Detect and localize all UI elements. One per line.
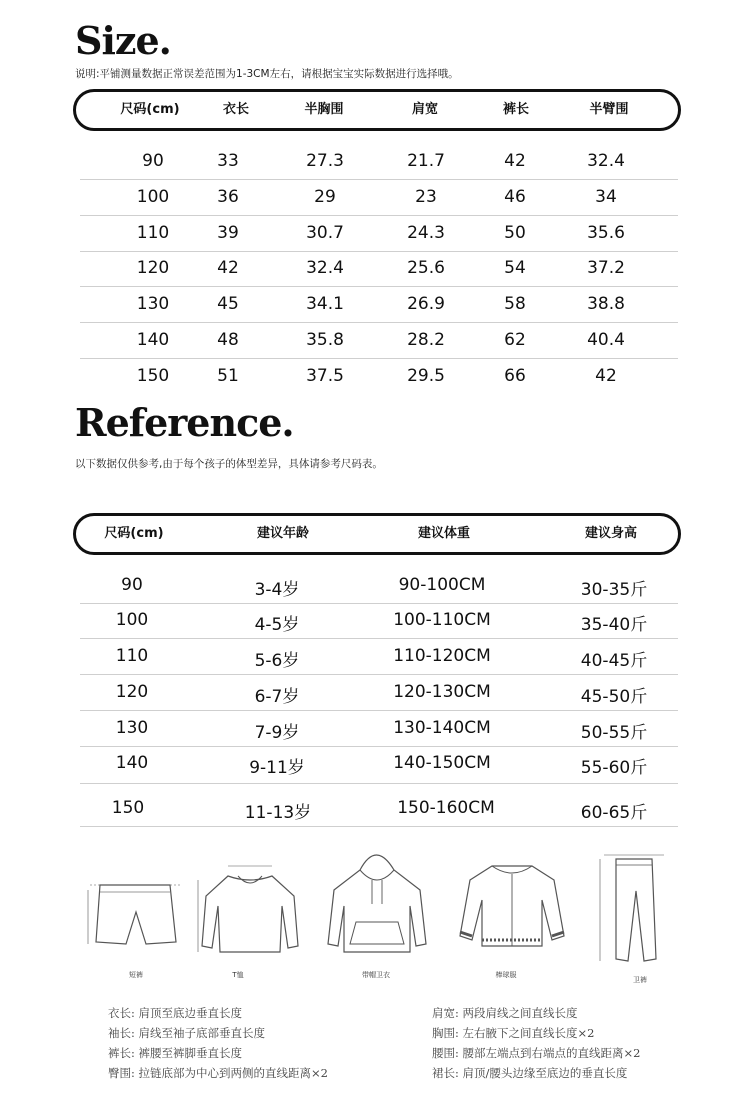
table-cell: 29 xyxy=(314,187,336,207)
hoodie-illustration xyxy=(320,840,435,970)
table-row xyxy=(80,753,678,784)
table-cell: 30-35斤 xyxy=(580,580,648,600)
table-row xyxy=(80,366,678,394)
legend-item: 衣长: 肩顶至底边垂直长度 xyxy=(108,1006,243,1020)
reference-header-age: 建议年龄 xyxy=(256,526,310,541)
table-cell: 50 xyxy=(504,223,526,243)
table-row xyxy=(80,330,678,359)
size-title: Size. xyxy=(75,18,171,63)
table-row xyxy=(80,294,678,323)
table-row xyxy=(80,223,678,252)
size-header-pants: 裤长 xyxy=(502,102,530,117)
table-cell: 100 xyxy=(115,610,149,630)
table-cell: 24.3 xyxy=(407,223,445,243)
table-cell: 34 xyxy=(595,187,617,207)
table-cell: 55-60斤 xyxy=(580,758,648,778)
table-cell: 42 xyxy=(504,151,526,171)
table-cell: 6-7岁 xyxy=(254,687,300,707)
size-note: 说明:平铺测量数据正常误差范围为1-3CM左右，请根据宝宝实际数据进行选择哦。 xyxy=(75,68,459,80)
table-cell: 130 xyxy=(136,294,170,314)
table-cell: 60-65斤 xyxy=(580,803,648,823)
table-cell: 100 xyxy=(136,187,170,207)
table-cell: 40.4 xyxy=(587,330,625,350)
table-cell: 21.7 xyxy=(407,151,445,171)
table-cell: 48 xyxy=(217,330,239,350)
hoodie-caption: 带帽卫衣 xyxy=(362,971,390,979)
table-cell: 25.6 xyxy=(407,258,445,278)
legend-item: 裙长: 肩顶/腰头边缘至底边的垂直长度 xyxy=(432,1066,628,1080)
table-cell: 150-160CM xyxy=(397,798,495,818)
size-table-header xyxy=(73,89,681,131)
hoodie-icon xyxy=(320,840,435,970)
shorts-caption: 短裤 xyxy=(129,971,143,979)
table-cell: 37.5 xyxy=(306,366,344,386)
table-cell: 90 xyxy=(142,151,164,171)
legend-item: 肩宽: 两段肩线之间直线长度 xyxy=(432,1006,578,1020)
table-cell: 62 xyxy=(504,330,526,350)
table-cell: 140 xyxy=(136,330,170,350)
table-cell: 32.4 xyxy=(306,258,344,278)
reference-note: 以下数据仅供参考,由于每个孩子的体型差异，具体请参考尺码表。 xyxy=(75,458,383,470)
table-cell: 54 xyxy=(504,258,526,278)
table-cell: 110 xyxy=(115,646,149,666)
pants-caption: 卫裤 xyxy=(633,976,647,984)
table-row xyxy=(80,258,678,287)
table-cell: 90 xyxy=(121,575,143,595)
table-cell: 28.2 xyxy=(407,330,445,350)
table-row xyxy=(80,798,678,827)
legend-item: 袖长: 肩线至袖子底部垂直长度 xyxy=(108,1026,266,1040)
reference-header-weight: 建议体重 xyxy=(417,526,471,541)
tshirt-caption: T恤 xyxy=(232,971,244,979)
table-cell: 42 xyxy=(217,258,239,278)
legend-right xyxy=(432,1003,640,1083)
pants-icon xyxy=(590,845,680,975)
reference-table-header xyxy=(73,513,681,555)
legend-item: 臀围: 拉链底部为中心到两侧的直线距离×2 xyxy=(108,1066,328,1080)
table-cell: 34.1 xyxy=(306,294,344,314)
baseball-jacket-icon xyxy=(450,840,575,970)
table-cell: 36 xyxy=(217,187,239,207)
size-header-arm: 半臂围 xyxy=(589,102,629,117)
table-cell: 42 xyxy=(595,366,617,386)
table-cell: 9-11岁 xyxy=(249,758,305,778)
table-cell: 35.8 xyxy=(306,330,344,350)
table-cell: 39 xyxy=(217,223,239,243)
reference-header-height: 建议身高 xyxy=(584,526,638,541)
table-cell: 33 xyxy=(217,151,239,171)
table-cell: 37.2 xyxy=(587,258,625,278)
table-cell: 110-120CM xyxy=(393,646,491,666)
jacket-illustration xyxy=(450,840,575,970)
size-header-shoulder: 肩宽 xyxy=(411,102,439,117)
table-row xyxy=(80,646,678,675)
shorts-icon xyxy=(80,840,190,970)
reference-title: Reference. xyxy=(75,400,294,445)
table-cell: 130 xyxy=(115,718,149,738)
legend-item: 腰围: 腰部左端点到右端点的直线距离×2 xyxy=(432,1046,641,1060)
table-row xyxy=(80,610,678,639)
tshirt-icon xyxy=(190,840,310,970)
table-cell: 40-45斤 xyxy=(580,651,648,671)
table-row xyxy=(80,151,678,180)
table-cell: 32.4 xyxy=(587,151,625,171)
table-cell: 7-9岁 xyxy=(254,723,300,743)
table-cell: 5-6岁 xyxy=(254,651,300,671)
tshirt-illustration xyxy=(190,840,310,970)
table-cell: 45-50斤 xyxy=(580,687,648,707)
table-cell: 4-5岁 xyxy=(254,615,300,635)
shorts-illustration xyxy=(80,840,190,970)
legend-item: 胸围: 左右腋下之间直线长度×2 xyxy=(432,1026,595,1040)
table-cell: 30.7 xyxy=(306,223,344,243)
table-cell: 150 xyxy=(111,798,145,818)
table-cell: 23 xyxy=(415,187,437,207)
size-header-bust: 半胸围 xyxy=(304,102,344,117)
table-cell: 140 xyxy=(115,753,149,773)
table-cell: 58 xyxy=(504,294,526,314)
table-cell: 140-150CM xyxy=(393,753,491,773)
pants-illustration xyxy=(590,845,680,975)
table-cell: 29.5 xyxy=(407,366,445,386)
table-cell: 38.8 xyxy=(587,294,625,314)
table-cell: 46 xyxy=(504,187,526,207)
legend-item: 裤长: 裤腰至裤脚垂直长度 xyxy=(108,1046,243,1060)
table-cell: 120-130CM xyxy=(393,682,491,702)
table-cell: 3-4岁 xyxy=(254,580,300,600)
reference-header-size: 尺码(cm) xyxy=(104,526,164,541)
table-cell: 100-110CM xyxy=(393,610,491,630)
table-cell: 90-100CM xyxy=(398,575,486,595)
table-cell: 150 xyxy=(136,366,170,386)
table-cell: 66 xyxy=(504,366,526,386)
table-cell: 50-55斤 xyxy=(580,723,648,743)
table-cell: 45 xyxy=(217,294,239,314)
table-cell: 110 xyxy=(136,223,170,243)
table-row xyxy=(80,682,678,711)
table-cell: 35.6 xyxy=(587,223,625,243)
table-cell: 26.9 xyxy=(407,294,445,314)
legend-left xyxy=(108,1003,328,1083)
table-cell: 120 xyxy=(115,682,149,702)
jacket-caption: 棒球服 xyxy=(495,971,517,979)
size-header-length: 衣长 xyxy=(222,102,250,117)
table-row xyxy=(80,187,678,216)
table-cell: 51 xyxy=(217,366,239,386)
table-cell: 27.3 xyxy=(306,151,344,171)
table-row xyxy=(80,718,678,747)
table-cell: 120 xyxy=(136,258,170,278)
table-cell: 11-13岁 xyxy=(244,803,312,823)
size-header-size: 尺码(cm) xyxy=(120,102,180,117)
table-cell: 130-140CM xyxy=(393,718,491,738)
table-row xyxy=(80,575,678,604)
table-cell: 35-40斤 xyxy=(580,615,648,635)
